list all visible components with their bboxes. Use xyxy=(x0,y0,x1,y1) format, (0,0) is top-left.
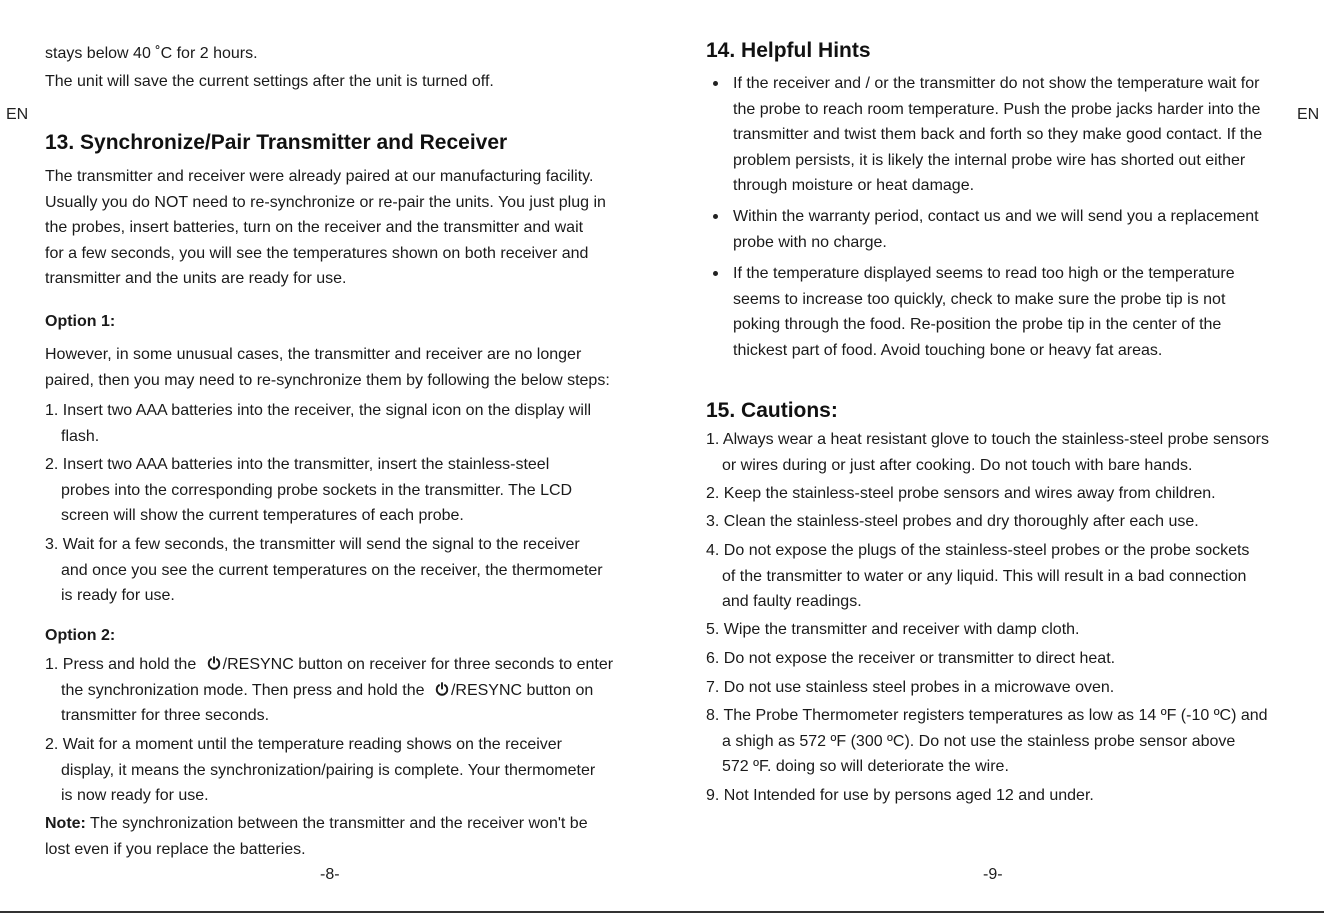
note-line xyxy=(45,811,588,837)
page-number-right: -9- xyxy=(983,866,1003,883)
step-line: is now ready for use. xyxy=(61,787,209,805)
caution-line: of the transmitter to water or any liquid. This will result in a bad connection xyxy=(722,567,1247,585)
language-label-left: EN xyxy=(6,106,29,123)
step-line xyxy=(45,678,613,704)
step-line: 2. Wait for a moment until the temperature reading shows on the receiver xyxy=(45,736,562,753)
caution-item xyxy=(706,703,1268,780)
option-2-label: Option 2: xyxy=(45,627,116,644)
option-2-step-2 xyxy=(45,732,595,809)
caution-line: 3. Clean the stainless-steel probes and dry thoroughly after each use. xyxy=(706,513,1199,530)
section-15-title: 15. Cautions: xyxy=(706,399,838,422)
caution-line: 6. Do not expose the receiver or transmitter to direct heat. xyxy=(706,650,1116,667)
caution-line: 9. Not Intended for use by persons aged 12 and under. xyxy=(706,787,1094,804)
hint-item xyxy=(733,204,1259,255)
caution-item xyxy=(706,646,1115,672)
step-text: /RESYNC button on xyxy=(450,681,594,699)
caution-line: 7. Do not use stainless steel probes in a microwave oven. xyxy=(706,679,1115,696)
body-line: Usually you do NOT need to re-synchronize or re-pair the units. You just plug in xyxy=(45,193,606,211)
step-line: 2. Insert two AAA batteries into the transmitter, insert the stainless-steel xyxy=(45,456,550,473)
language-label-right: EN xyxy=(1297,106,1320,123)
bottom-border xyxy=(0,911,1324,913)
intro-line: stays below 40 ˚C for 2 hours. xyxy=(45,45,258,62)
body-line: for a few seconds, you will see the temperatures shown on both receiver and xyxy=(45,244,589,262)
bullet-icon xyxy=(713,81,718,86)
page-number-left: -8- xyxy=(320,866,340,883)
hint-line: through moisture or heat damage. xyxy=(733,177,975,195)
caution-line: and faulty readings. xyxy=(722,593,862,611)
note-text: The synchronization between the transmitter and the receiver won't be xyxy=(85,815,588,832)
hint-line: Within the warranty period, contact us and we will send you a replacement xyxy=(733,208,1259,225)
hint-line: poking through the food. Re-position the probe tip in the center of the xyxy=(733,316,1222,334)
hint-line: transmitter and twist them back and forth so they make good contact. If the xyxy=(733,126,1263,144)
hint-item xyxy=(733,261,1235,363)
body-line: However, in some unusual cases, the transmitter and receiver are no longer xyxy=(45,346,582,363)
hint-item xyxy=(733,71,1262,199)
caution-line: 8. The Probe Thermometer registers temperatures as low as 14 ºF (-10 ºC) and xyxy=(706,707,1268,724)
caution-line: 2. Keep the stainless-steel probe sensors and wires away from children. xyxy=(706,485,1216,502)
hint-line: probe with no charge. xyxy=(733,233,887,251)
option-1-step-1 xyxy=(45,398,591,449)
option-2-step-1 xyxy=(45,652,613,729)
body-line: The transmitter and receiver were already paired at our manufacturing facility. xyxy=(45,168,594,185)
note-paragraph xyxy=(45,811,588,862)
power-icon xyxy=(207,656,221,670)
step-line: transmitter for three seconds. xyxy=(61,707,270,725)
caution-item xyxy=(706,427,1269,478)
hint-line: seems to increase too quickly, check to make sure the probe tip is not xyxy=(733,290,1226,308)
bullet-icon xyxy=(713,214,718,219)
caution-line: 4. Do not expose the plugs of the stainless-steel probes or the probe sockets xyxy=(706,542,1250,559)
hint-line: the probe to reach room temperature. Push the probe jacks harder into the xyxy=(733,100,1261,118)
note-label: Note: xyxy=(45,815,86,832)
hint-line: problem persists, it is likely the internal probe wire has shorted out either xyxy=(733,151,1246,169)
step-line: and once you see the current temperatures on the receiver, the thermometer xyxy=(61,561,603,579)
step-text: 1. Press and hold the xyxy=(45,656,201,673)
step-line: 1. Insert two AAA batteries into the receiver, the signal icon on the display will xyxy=(45,402,592,419)
step-text: the synchronization mode. Then press and hold the xyxy=(61,681,429,699)
caution-item xyxy=(706,675,1114,701)
body-line: transmitter and the units are ready for use. xyxy=(45,270,347,288)
step-text: /RESYNC button on receiver for three seconds to enter xyxy=(222,656,614,673)
step-line: probes into the corresponding probe sockets in the transmitter. The LCD xyxy=(61,481,573,499)
hint-line: If the temperature displayed seems to read too high or the temperature xyxy=(733,265,1235,282)
caution-line: 572 ºF. doing so will deteriorate the wire. xyxy=(722,758,1009,776)
hint-line: thickest part of food. Avoid touching bone or heavy fat areas. xyxy=(733,341,1163,359)
intro-line: The unit will save the current settings after the unit is turned off. xyxy=(45,73,494,90)
option-1-intro xyxy=(45,342,610,393)
caution-line: or wires during or just after cooking. Do not touch with bare hands. xyxy=(722,456,1193,474)
step-line: screen will show the current temperatures of each probe. xyxy=(61,507,464,525)
step-line: display, it means the synchronization/pairing is complete. Your thermometer xyxy=(61,761,596,779)
step-line xyxy=(45,652,613,678)
power-icon xyxy=(435,682,449,696)
option-1-step-3 xyxy=(45,532,603,609)
caution-item xyxy=(706,481,1216,507)
section-13-body xyxy=(45,164,606,292)
caution-item xyxy=(706,509,1199,535)
bullet-icon xyxy=(713,271,718,276)
option-1-label: Option 1: xyxy=(45,313,116,330)
note-line: lost even if you replace the batteries. xyxy=(45,840,306,858)
step-line: 3. Wait for a few seconds, the transmitter will send the signal to the receiver xyxy=(45,536,580,553)
body-line: paired, then you may need to re-synchronize them by following the below steps: xyxy=(45,371,610,389)
caution-line: 5. Wipe the transmitter and receiver with damp cloth. xyxy=(706,621,1080,638)
hint-line: If the receiver and / or the transmitter do not show the temperature wait for xyxy=(733,75,1260,92)
section-13-title: 13. Synchronize/Pair Transmitter and Receiver xyxy=(45,131,508,154)
step-line: flash. xyxy=(61,427,100,445)
option-1-step-2 xyxy=(45,452,572,529)
caution-item xyxy=(706,617,1080,643)
body-line: the probes, insert batteries, turn on the receiver and the transmitter and wait xyxy=(45,219,584,237)
caution-line: a shigh as 572 ºF (300 ºC). Do not use the stainless probe sensor above xyxy=(722,732,1236,750)
caution-item xyxy=(706,538,1249,615)
intro-paragraph xyxy=(45,40,494,96)
caution-item xyxy=(706,783,1094,809)
caution-line: 1. Always wear a heat resistant glove to touch the stainless-steel probe sensors xyxy=(706,431,1269,448)
step-line: is ready for use. xyxy=(61,587,175,605)
section-14-title: 14. Helpful Hints xyxy=(706,39,871,62)
